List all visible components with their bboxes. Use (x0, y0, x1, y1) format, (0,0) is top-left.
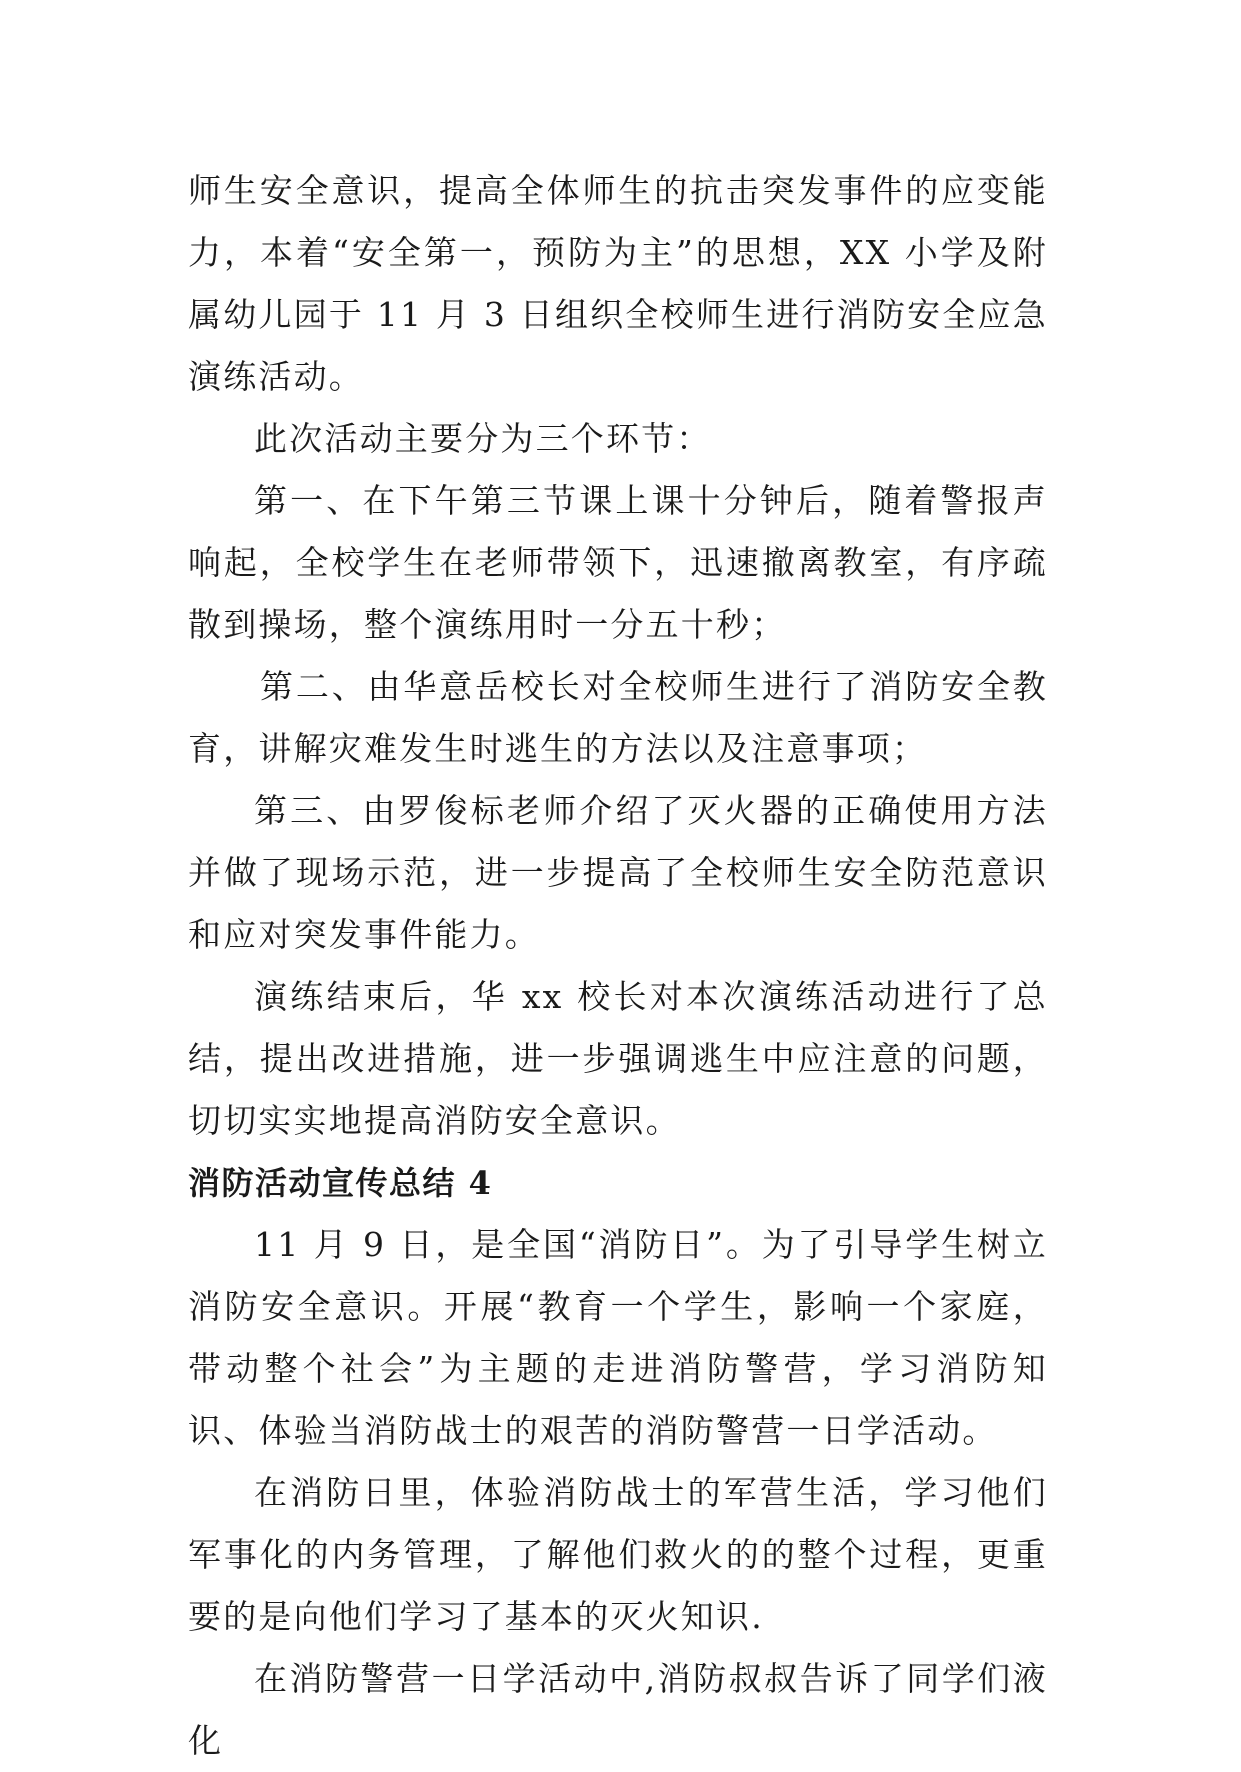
paragraph-fire-day: 11 月 9 日，是全国“消防日”。为了引导学生树立消防安全意识。开展“教育一个学生，影响一个家庭，带动整个社会”为主题的走进消防警营，学习消防知识、体验当消防战士的艰苦的消防警营一日学活动。 (188, 1225, 1048, 1450)
paragraph-barracks-life: 在消防日里，体验消防战士的军营生活，学习他们军事化的内务管理，了解他们救火的的整个过程，更重要的是向他们学习了基本的灭火知识. (188, 1473, 1048, 1636)
paragraph-intro: 师生安全意识，提高全体师生的抗击突发事件的应变能力，本着“安全第一，预防为主”的思想，XX 小学及附属幼儿园于 11 月 3 日组织全校师生进行消防安全应急演练活动。 (188, 171, 1048, 396)
paragraph-step-three: 第三、由罗俊标老师介绍了灭火器的正确使用方法并做了现场示范，进一步提高了全校师生安全防范意识和应对突发事件能力。 (188, 791, 1048, 954)
paragraph-overview: 此次活动主要分为三个环节： (254, 419, 712, 458)
paragraph-summary: 演练结束后，华 xx 校长对本次演练活动进行了总结，提出改进措施，进一步强调逃生中应注意的问题，切切实实地提高消防安全意识。 (188, 977, 1048, 1140)
document-page (188, 160, 1048, 1772)
section-heading: 消防活动宣传总结 4 (188, 1164, 493, 1202)
paragraph-step-two: 第二、由华意岳校长对全校师生进行了消防安全教育，讲解灾难发生时逃生的方法以及注意事项； (188, 667, 1048, 768)
paragraph-activity: 在消防警营一日学活动中,消防叔叔告诉了同学们液化 (188, 1659, 1048, 1760)
paragraph-step-one: 第一、在下午第三节课上课十分钟后，随着警报声响起，全校学生在老师带领下，迅速撤离教室，有序疏散到操场，整个演练用时一分五十秒； (188, 481, 1048, 644)
